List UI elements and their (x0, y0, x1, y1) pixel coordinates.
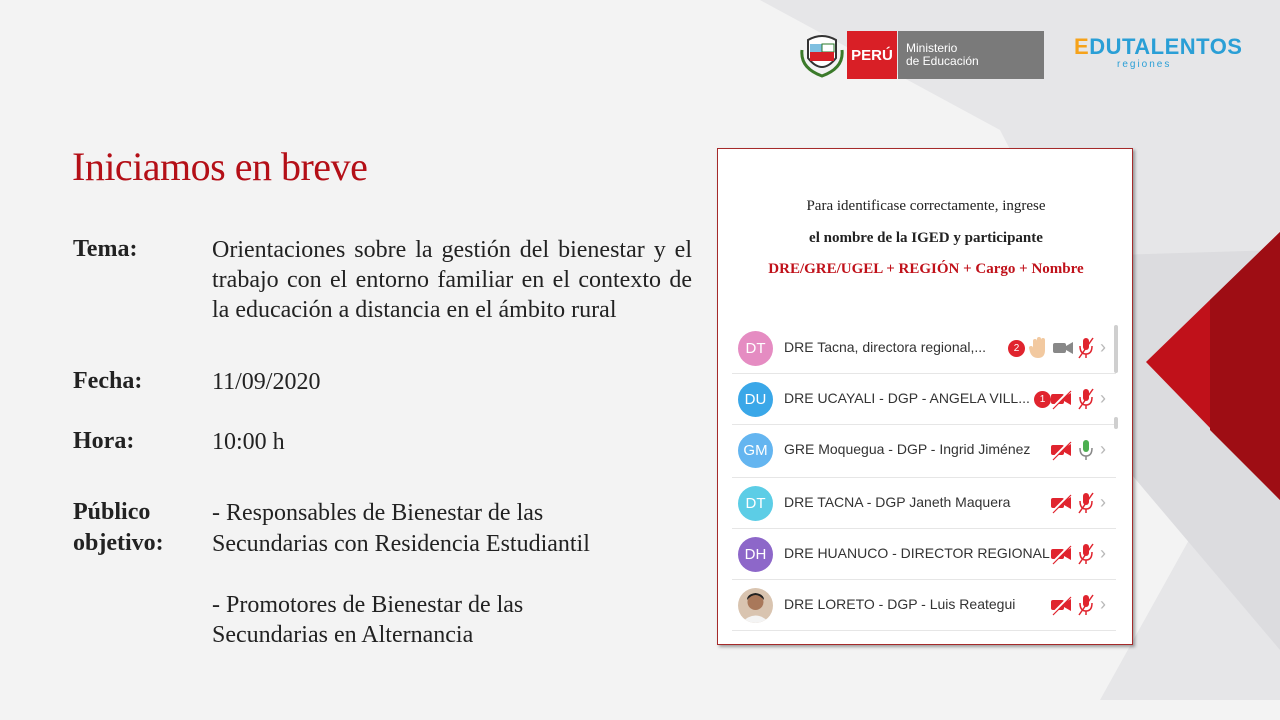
participant-row[interactable] (732, 374, 1116, 425)
avatar: DT (738, 331, 773, 366)
avatar: DU (738, 382, 773, 417)
publico-item-2-line-2: Secundarias en Alternancia (212, 622, 474, 648)
publico-item-1-line-1: - Responsables de Bienestar de las (212, 500, 544, 526)
page-title: Iniciamos en breve (72, 144, 368, 189)
participant-name: DRE TACNA - DGP Janeth Maquera (784, 494, 1011, 510)
peru-coat-of-arms-icon (800, 32, 844, 78)
participants-card (717, 148, 1133, 645)
chevron-right-icon[interactable]: › (1100, 594, 1106, 614)
chevron-right-icon[interactable]: › (1100, 337, 1106, 357)
chevron-right-icon[interactable]: › (1100, 388, 1106, 408)
instruction-line-2: el nombre de la IGED y participante (809, 230, 1043, 246)
participant-name: DRE HUANUCO - DIRECTOR REGIONAL (784, 545, 1050, 561)
peru-logo: PERÚ (847, 31, 897, 79)
instruction-line-3: DRE/GRE/UGEL + REGIÓN + Cargo + Nombre (768, 261, 1084, 277)
ministerio-logo: Ministerio de Educación (898, 31, 1044, 79)
avatar-photo (738, 588, 773, 623)
muted-microphone-icon (1076, 336, 1096, 360)
hora-label: Hora: (73, 428, 135, 454)
participant-row[interactable] (732, 580, 1116, 631)
notification-badge: 2 (1008, 340, 1025, 357)
publico-item-2-line-1: - Promotores de Bienestar de las (212, 592, 524, 618)
edutalentos-logo: EDUTALENTOS (1074, 34, 1243, 59)
tema-label: Tema: (73, 236, 138, 262)
raised-hand-icon (1028, 336, 1050, 360)
muted-microphone-icon (1076, 593, 1096, 617)
video-off-icon (1050, 542, 1072, 566)
participant-name: GRE Moquegua - DGP - Ingrid Jiménez (784, 441, 1031, 457)
publico-label-1: Público (73, 499, 151, 525)
scrollbar-thumb-lower[interactable] (1114, 417, 1118, 429)
scrollbar-thumb[interactable] (1114, 325, 1118, 373)
avatar: GM (738, 433, 773, 468)
participant-row[interactable] (732, 425, 1116, 478)
video-off-icon (1050, 593, 1072, 617)
participant-row[interactable] (732, 529, 1116, 580)
tema-value: Orientaciones sobre la gestión del bienestar y el trabajo con el entorno familiar en el contexto de la educación a distancia en el ámbito rural (212, 237, 692, 323)
fecha-value: 11/09/2020 (212, 369, 321, 395)
avatar: DT (738, 486, 773, 521)
microphone-on-icon (1076, 438, 1096, 462)
participant-row[interactable] (732, 478, 1116, 529)
video-off-icon (1050, 491, 1072, 515)
participant-name: DRE LORETO - DGP - Luis Reategui (784, 596, 1016, 612)
participant-name: DRE Tacna, directora regional,... (784, 339, 987, 355)
chevron-right-icon[interactable]: › (1100, 543, 1106, 563)
video-camera-icon (1052, 336, 1074, 360)
video-off-icon (1050, 387, 1072, 411)
hora-value: 10:00 h (212, 429, 285, 455)
chevron-right-icon[interactable]: › (1100, 439, 1106, 459)
participant-name: DRE UCAYALI - DGP - ANGELA VILL... (784, 390, 1030, 406)
muted-microphone-icon (1076, 491, 1096, 515)
muted-microphone-icon (1076, 542, 1096, 566)
muted-microphone-icon (1076, 387, 1096, 411)
chevron-right-icon[interactable]: › (1100, 492, 1106, 512)
fecha-label: Fecha: (73, 368, 143, 394)
instruction-line-1: Para identificase correctamente, ingrese (806, 198, 1046, 214)
avatar: DH (738, 537, 773, 572)
publico-label-2: objetivo: (73, 530, 164, 556)
notification-badge: 1 (1034, 391, 1051, 408)
video-off-icon (1050, 438, 1072, 462)
participant-row[interactable] (732, 323, 1116, 374)
publico-item-1-line-2: Secundarias con Residencia Estudiantil (212, 531, 590, 557)
edutalentos-subtitle: regiones (1117, 59, 1172, 70)
participant-list[interactable] (732, 323, 1116, 631)
